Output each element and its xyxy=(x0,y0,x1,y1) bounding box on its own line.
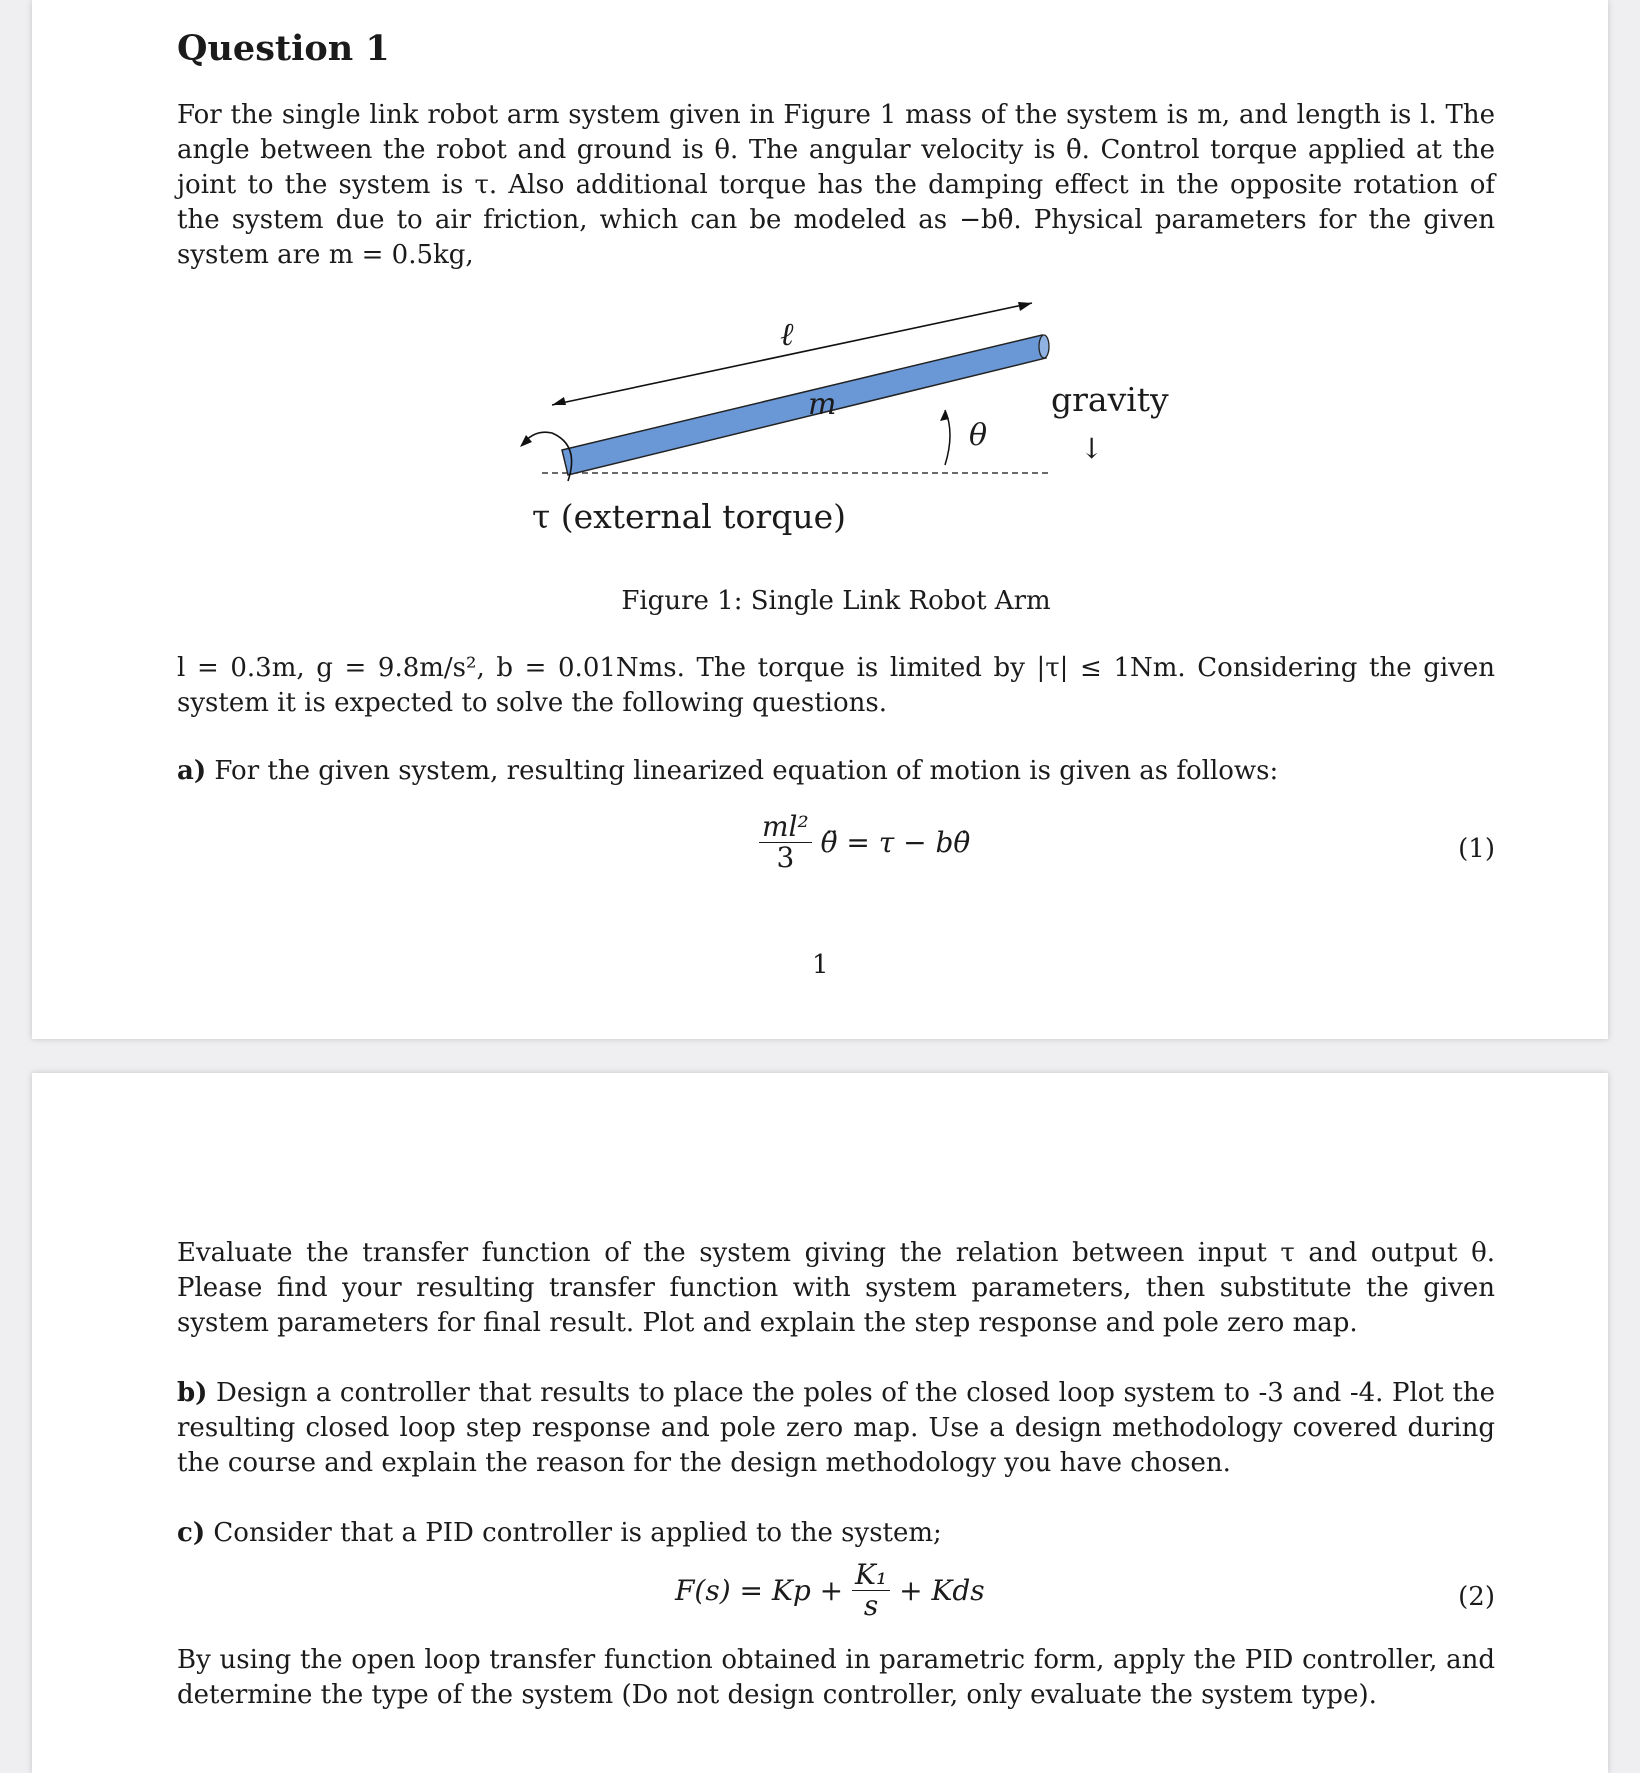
part-c-question xyxy=(177,1516,1495,1551)
question-heading: Question 1 xyxy=(177,28,390,69)
part-a-label: a) xyxy=(177,756,207,786)
gravity-label: gravity xyxy=(1051,380,1169,419)
params-paragraph: l = 0.3m, g = 9.8m/s², b = 0.01Nms. The torque is limited by |τ| ≤ 1Nm. Considering the given system it is expected to solve the following questions. xyxy=(177,653,1495,718)
mass-label: m xyxy=(808,387,837,422)
eq2-lhs: F(s) = Kp + xyxy=(675,1574,844,1607)
eq2-rhs: + Kds xyxy=(899,1574,985,1607)
part-a-question xyxy=(177,754,1495,789)
equation-1 xyxy=(177,812,1495,892)
page-number: 1 xyxy=(812,950,829,980)
figure-caption: Figure 1: Single Link Robot Arm xyxy=(621,586,1051,616)
intro-paragraph: For the single link robot arm system given in Figure 1 mass of the system is m, and length is l. The angle between the robot and ground is θ. The angular velocity is θ̇. Control torque applied at the joint to the system is τ. Also additional torque has the damping effect in the opposite rotation of the system due to air friction, which can be modeled as −bθ̇. Physical parameters for the given system are m = 0.5kg, xyxy=(177,100,1495,270)
closing-paragraph: By using the open loop transfer function obtained in parametric form, apply the PID controller, and determine the type of the system (Do not design controller, only evaluate the system type). xyxy=(177,1645,1495,1710)
part-a-continued: Evaluate the transfer function of the system giving the relation between input τ and output θ. Please find your resulting transfer function with system parameters, then substitute the given system parameters for final result. Plot and explain the step response and pole zero map. xyxy=(177,1238,1495,1338)
eq1-rhs: θ̈ = τ − bθ̇ xyxy=(820,826,971,859)
eq1-fraction: $\frac{\text{ml²}}{3}$ xyxy=(759,812,812,873)
torque-label: τ (external torque) xyxy=(532,497,846,536)
eq2-number: (2) xyxy=(1458,1582,1495,1612)
equation-2 xyxy=(177,1560,1495,1640)
eq1-number: (1) xyxy=(1458,834,1495,864)
angle-label: θ xyxy=(969,418,988,453)
gravity-arrow-icon: ↓ xyxy=(1080,432,1104,465)
length-label: ℓ xyxy=(780,315,794,353)
part-b-question xyxy=(177,1376,1495,1481)
part-a-text: For the given system, resulting linearized equation of motion is given as follows: xyxy=(214,756,1279,786)
page-2 xyxy=(32,1073,1608,1773)
page-1 xyxy=(32,0,1608,1039)
part-b-label: b) xyxy=(177,1378,208,1408)
part-c-text: Consider that a PID controller is applied to the system; xyxy=(213,1518,942,1548)
eq2-fraction: $\frac{\text{K₁}}{s}$ xyxy=(852,1560,890,1621)
part-c-label: c) xyxy=(177,1518,206,1548)
part-b-text: Design a controller that results to place the poles of the closed loop system to -3 and -4. Plot the resulting closed loop step response and pole zero map. Use a design methodology covered during the course and explain the reason for the design methodology you have chosen. xyxy=(177,1378,1495,1478)
